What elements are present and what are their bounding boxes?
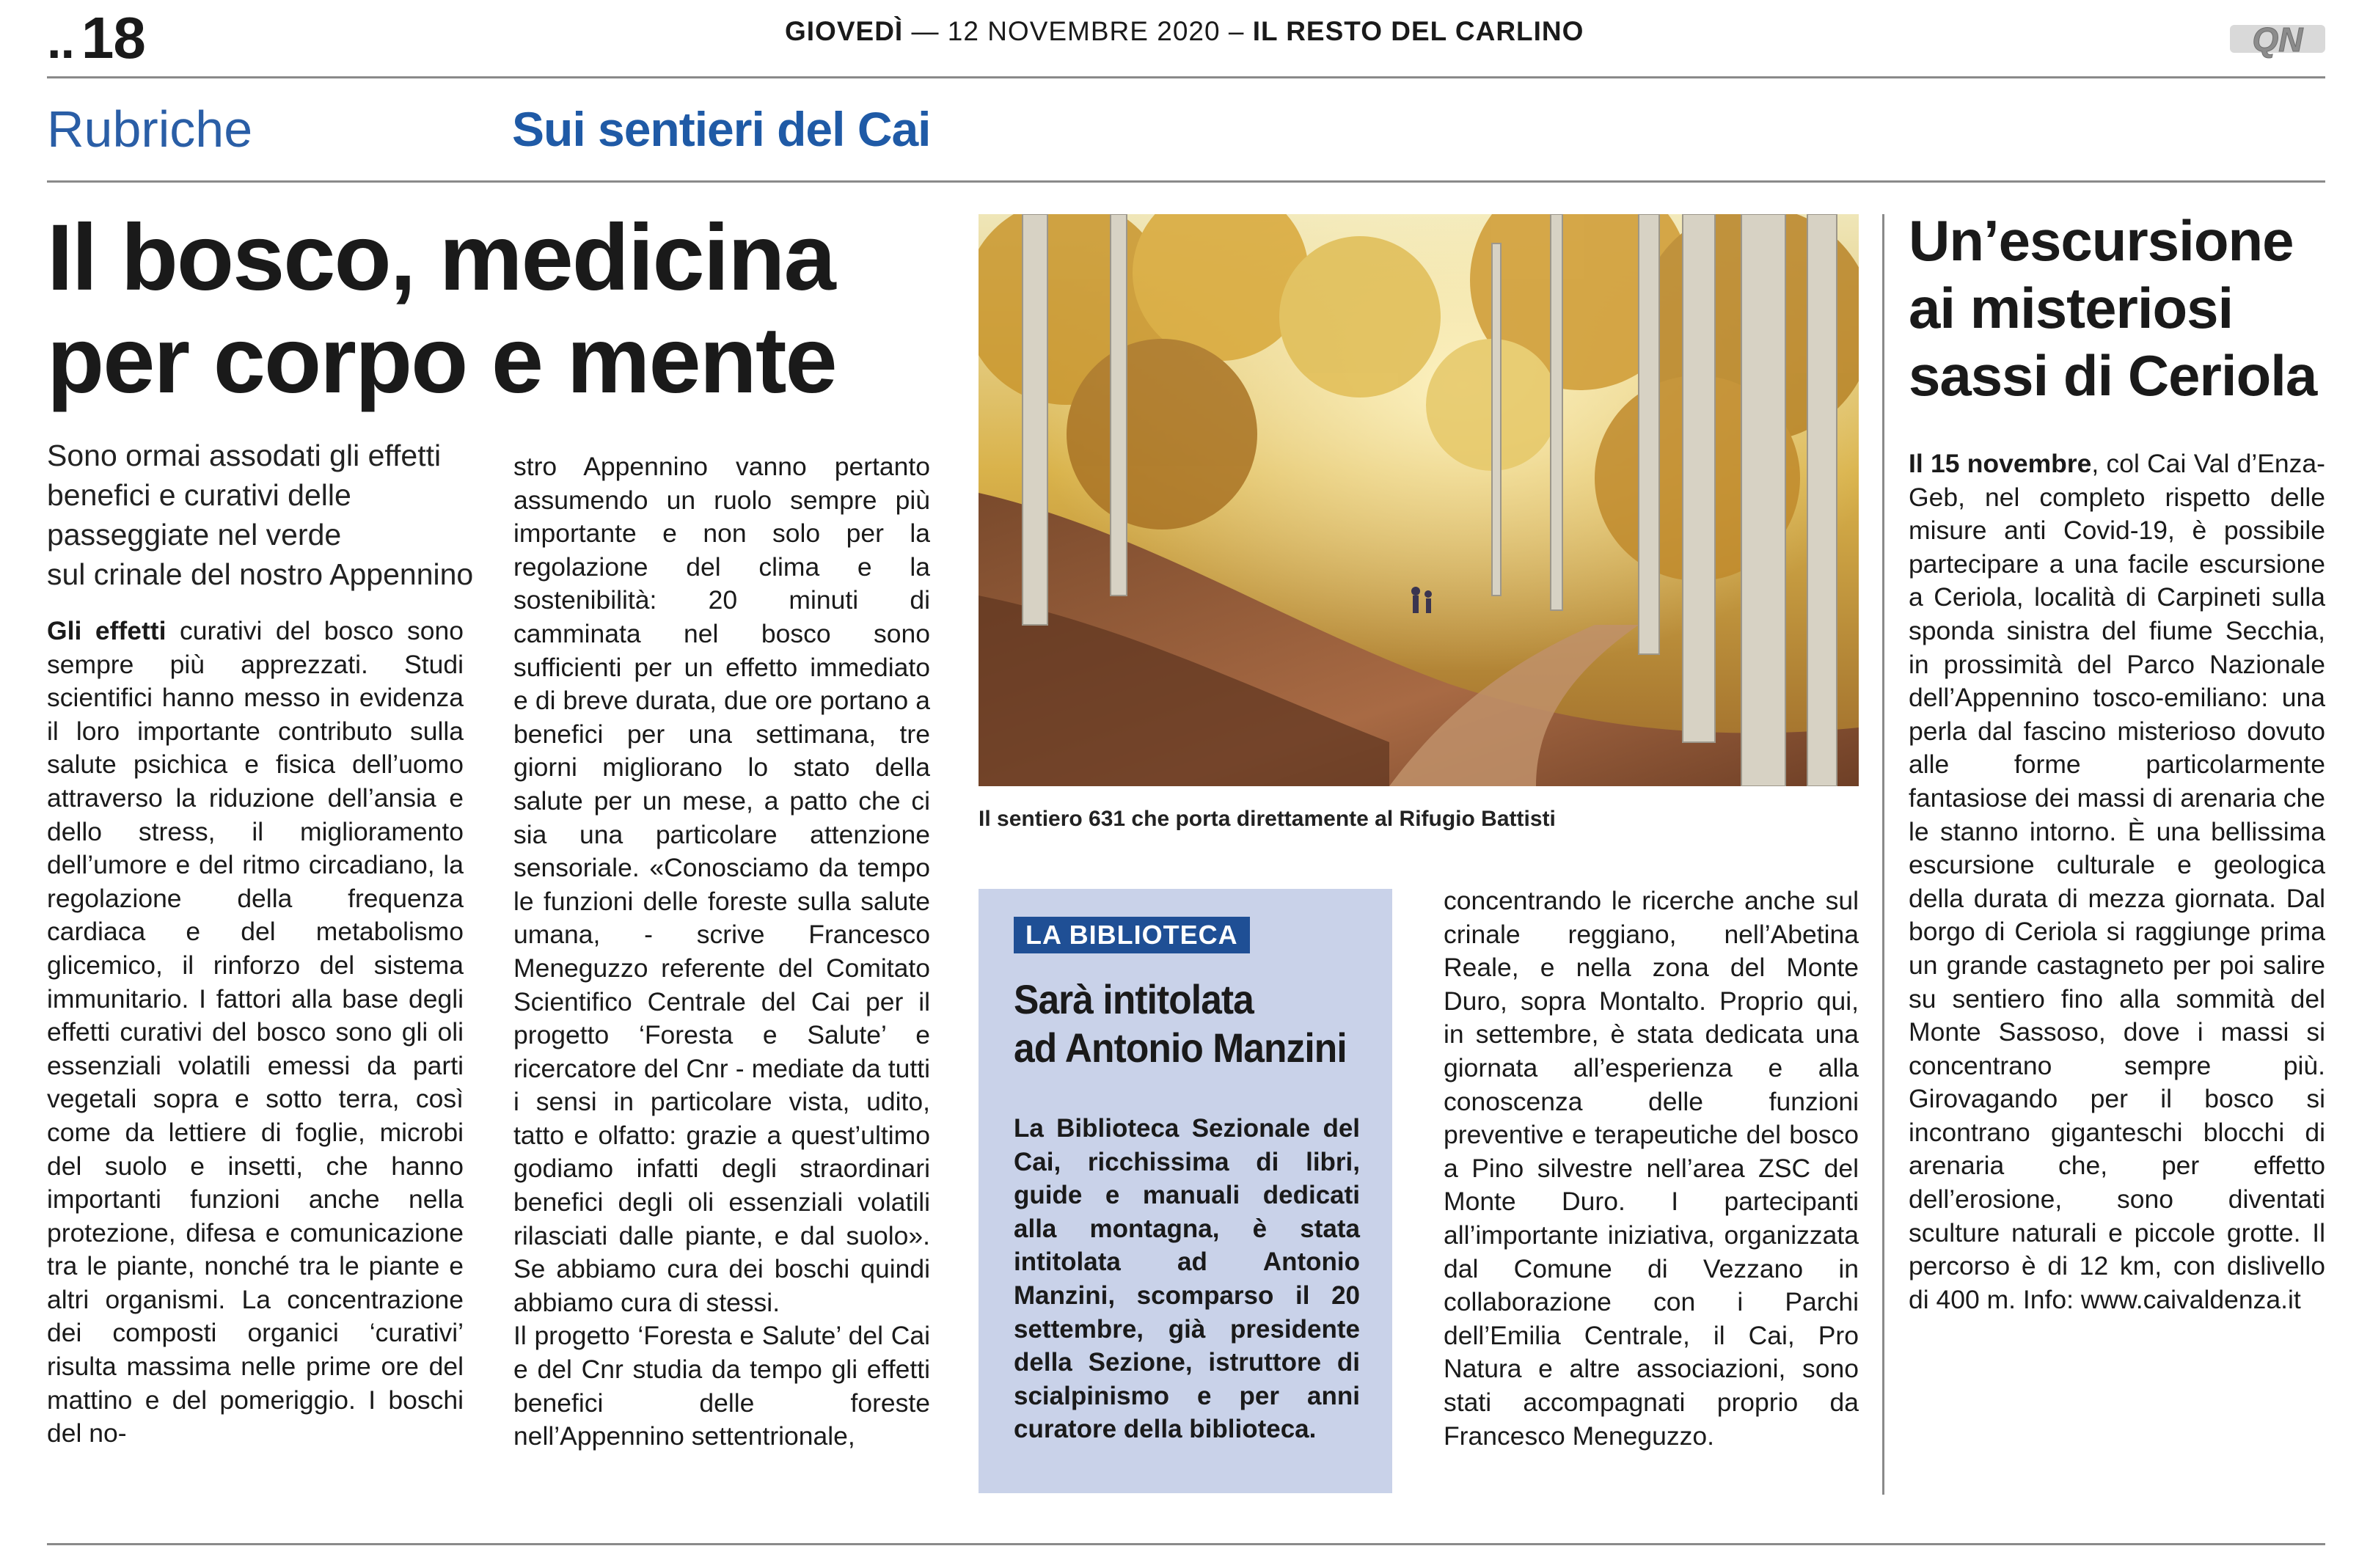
dateline-date: 12 NOVEMBRE 2020 <box>947 16 1221 46</box>
article-column-3 <box>1444 884 1859 1453</box>
section-rubric: Rubriche <box>47 100 253 158</box>
header-rule <box>47 76 2325 78</box>
main-headline-line: Il bosco, medicina <box>47 205 835 310</box>
side-article-lead: Il 15 novembre <box>1909 449 2092 478</box>
main-headline <box>47 207 942 412</box>
article-text: curativi del bosco sono sempre più apprezzati. Studi scientifici hanno messo in evidenza il loro importante contributo sulla salute psichica e fisica dell’uomo attraverso la riduzione dell’ansia e dello stress, il miglioramento dell’umore e del ritmo circadiano, la regolazione della frequenza cardiaca e del metabolismo glicemico, il rinforzo del sistema immunitario. I fattori alla base degli effetti curativi del bosco sono gli oli essenziali volatili emessi da parti vegetali sopra e sotto terra, così come da lettiere di foglie, microbi del suolo e insetti, che hanno importanti funzioni anche nella protezione, difesa e comunicazione tra le piante, nonché tra le piante e altri organismi. La concentrazione dei composti organici ‘curativi’ risulta massima nelle prime ore del mattino e del pomeriggio. I boschi del no- <box>47 616 464 1448</box>
article-column-2 <box>513 450 930 1454</box>
subhead-line: sul crinale del nostro Appennino <box>47 557 474 591</box>
page-number-dots: .. <box>47 12 74 69</box>
library-box-title <box>1014 975 1351 1072</box>
section-title: Sui sentieri del Cai <box>512 102 931 156</box>
subhead-line: benefici e curativi delle <box>47 478 351 512</box>
page-number-value: 18 <box>81 5 145 70</box>
library-box-lead: La Biblioteca <box>1014 1114 1180 1143</box>
main-headline-line: per corpo e mente <box>47 308 836 413</box>
side-headline-line: sassi di Ceriola <box>1909 343 2317 408</box>
article-lead: Gli effetti <box>47 616 167 645</box>
dateline-day: GIOVEDÌ <box>785 16 904 46</box>
qn-logo <box>2230 15 2325 63</box>
side-headline-line: Un’escursione <box>1909 208 2294 273</box>
subhead-line: passeggiate nel verde <box>47 518 342 552</box>
dateline-newspaper: IL RESTO DEL CARLINO <box>1252 16 1584 46</box>
footer-rule <box>47 1543 2325 1545</box>
column-divider <box>1882 214 1884 1495</box>
main-subhead <box>47 436 480 594</box>
dateline-separator: — <box>911 16 940 46</box>
library-box-title-line: Sarà intitolata <box>1014 976 1254 1022</box>
forest-path-photo <box>979 214 1859 786</box>
library-box-title-line: ad Antonio Manzini <box>1014 1025 1347 1071</box>
qn-logo-text: QN <box>2252 21 2303 59</box>
side-article-text: , col Cai Val d’Enza-Geb, nel completo rispetto delle misure anti Covid-19, è possibile partecipare a una facile escursione a Ceriola, località di Carpineti sulla sponda sinistra del fiume Secchia, in prossimità del Parco Nazionale dell’Appennino tosco-emiliano: una perla dal fascino misterioso dovuto alle forme particolarmente fantasiose dei massi di arenaria che le stanno intorno. È una bellissima escursione culturale e geologica della durata di mezza giornata. Dal borgo di Ceriola si raggiunge prima un grande castagneto per poi salire su sentiero fino alla sommità del Monte Sassoso, dove i massi si concentrano sempre più. Girovagando per il bosco si incontrano giganteschi blocchi di arenaria che, per effetto dell’erosione, sono diventati sculture naturali e piccole grotte. Il percorso è di 12 km, con dislivello di 400 m. Info: www.caivaldenza.it <box>1909 449 2325 1314</box>
library-box <box>979 889 1392 1493</box>
photo-caption: Il sentiero 631 che porta direttamente al Rifugio Battisti <box>979 807 1556 831</box>
dateline <box>785 16 1584 47</box>
library-box-body <box>1014 1112 1360 1446</box>
article-paragraph: concentrando le ricerche anche sul crinale reggiano, nell’Abetina Reale, e nella zona del Monte Duro, sopra Montalto. Proprio qui, in settembre, è stata dedicata una giornata all’esperienza e alla conoscenza delle funzioni preventive e terapeutiche del bosco a Pino silvestre nell’area ZSC del Monte Duro. I partecipanti all’importante iniziativa, organizzata dal Comune di Vezzano in collaborazione con i Parchi dell’Emilia Centrale, il Cai, Pro Natura e altre associazioni, sono stati accompagnati proprio da Francesco Meneguzzo. <box>1444 886 1859 1451</box>
section-rule <box>47 180 2325 183</box>
subhead-line: Sono ormai assodati gli effetti <box>47 439 442 472</box>
side-headline-line: ai misteriosi <box>1909 276 2234 340</box>
article-column-1 <box>47 615 464 1451</box>
page-number <box>47 4 145 72</box>
side-headline <box>1909 207 2334 409</box>
library-box-tag: LA BIBLIOTECA <box>1014 917 1250 953</box>
article-paragraph: Il progetto ‘Foresta e Salute’ del Cai e del Cnr studia da tempo gli effetti benefici delle foreste nell’Appennino settentrionale, <box>513 1321 930 1451</box>
side-article-column <box>1909 447 2325 1316</box>
article-paragraph: stro Appennino vanno pertanto assumendo un ruolo sempre più importante e non solo per la regolazione del clima e la sostenibilità: 20 minuti di camminata nel bosco sono sufficienti per un effetto immediato e di breve durata, due ore portano a benefici per una settimana, tre giorni migliorano lo stato della salute per un mese, a patto che ci sia una particolare attenzione sensoriale. «Conosciamo da tempo le funzioni delle foreste sulla salute umana, - scrive Francesco Meneguzzo referente del Comitato Scientifico Centrale del Cai per il progetto ‘Foresta e Salute’ e ricercatore del Cnr - mediate da tutti i sensi in particolare vista, udito, tatto e olfatto: grazie a quest’ultimo godiamo infatti degli straordinari benefici degli oli essenziali volatili rilasciati dalle piante, e dal suolo». Se abbiamo cura dei boschi quindi abbiamo cura di stessi. <box>513 452 930 1317</box>
library-box-text: Sezionale del Cai, ricchissima di libri, guide e manuali dedicati alla montagna, è stata intitolata ad Antonio Manzini, scomparso il 20 settembre, già presidente della Sezione, istruttore di scialpinismo e per anni curatore della biblioteca. <box>1014 1114 1361 1444</box>
dateline-separator: – <box>1228 16 1245 46</box>
